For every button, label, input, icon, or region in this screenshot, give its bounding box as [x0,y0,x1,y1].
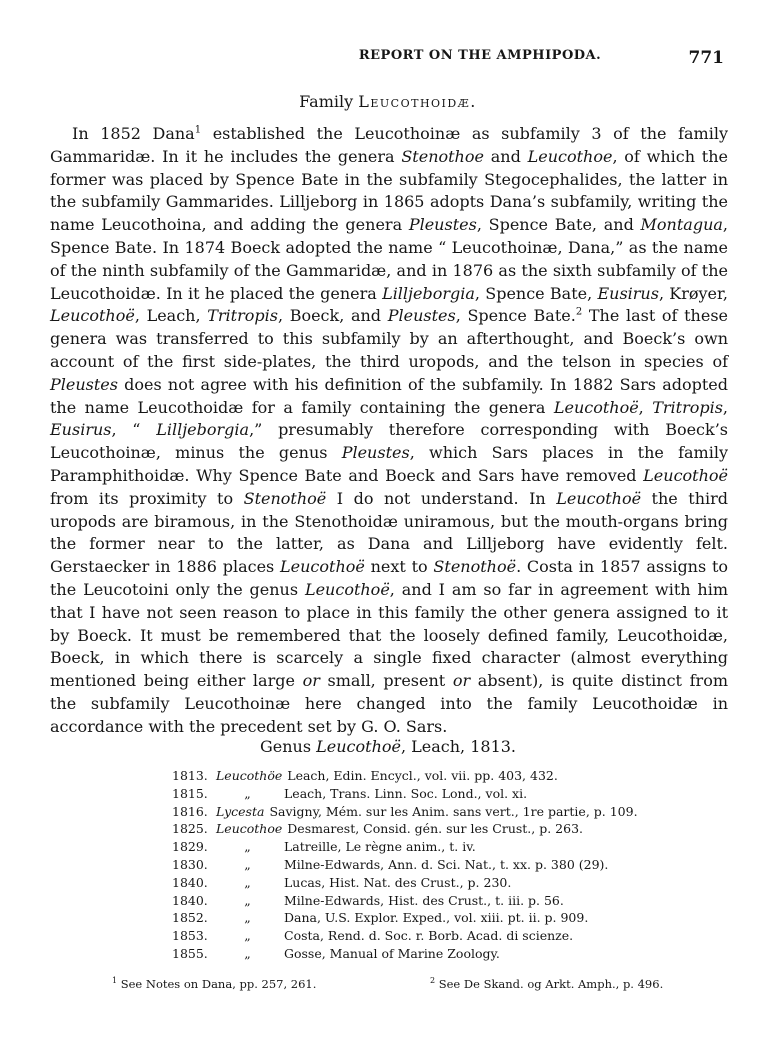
page-number: 771 [688,48,724,68]
footnote-marker: 2 [575,307,583,319]
synonymy-row [172,804,692,822]
genus-name: Leucothoë [643,465,728,485]
synonymy-genus: Leucothoe [216,821,283,837]
ditto-mark: „ [244,785,251,801]
synonymy-reference: Costa, Rend. d. Soc. r. Borb. Acad. di scienze. [284,928,574,944]
footnote-1 [112,976,316,991]
synonymy-genus: Leucothöe [216,768,283,783]
body-text-run: , Boeck, and [277,306,388,326]
ditto-mark: „ [244,945,251,961]
body-text-run: , “ [111,420,157,440]
body-text-run: , Spence Bate, [474,283,598,303]
synonymy-row [172,786,692,804]
synonymy-year: 1813. [172,768,208,783]
synonymy-reference: Dana, U.S. Explor. Exped., vol. xiii. pt. ii. p. 909. [284,910,589,926]
ditto-mark: „ [244,856,251,872]
body-text-run: , Spence Bate. [455,306,576,326]
genus-heading-suffix: , Leach, 1813. [400,737,517,756]
synonymy-year: 1853. [172,928,208,944]
body-text-run: absent), is quite distinct from the subfamily Leucothoinæ here changed into the family Leucothoidæ in accordance with the precedent set by G. O. Sars. [50,671,729,736]
body-text-run: , [722,397,729,417]
body-text-run: does not agree with his definition of the subfamily. In 1882 Sars adopted the name Leucothoidæ for a family containing the genera [50,374,728,417]
synonymy-reference: Milne-Edwards, Hist. des Crust., t. iii. p. 56. [284,892,564,908]
synonymy-year: 1815. [172,785,208,801]
genus-name: Leucothoë [553,397,639,417]
genus-name: Pleustes [408,215,477,235]
synonymy-row [172,839,692,857]
body-text-run: The last of these genera was transferred to this subfamily by an afterthought, and Boeck’s own account of the first side-plates, the third uropods, and the telson in species of [50,306,729,371]
genus-name: Lilljeborgia [382,283,475,303]
synonymy-reference: Lucas, Hist. Nat. des Crust., p. 230. [284,874,512,890]
body-text-run: and [483,146,528,166]
genus-heading-name: Leucothoë [316,737,401,756]
synonymy-reference: Leach, Trans. Linn. Soc. Lond., vol. xi. [284,785,528,801]
genus-name: Leucothoë [304,579,390,599]
body-text-run: the third uropods are biramous, in the Stenothoidæ uniramous, but the mouth-organs bring the former near to the latter, as Dana and Lilljeborg have evidently felt. Gerstaecker in 1886 places [50,488,729,577]
synonymy-genus: Lycesta [216,803,265,819]
synonymy-list [172,768,692,964]
genus-name: Leucothoë [50,306,135,326]
footnote-marker: 1 [194,124,202,136]
synonymy-year: 1825. [172,821,208,837]
body-text-run: established the Leucothoinæ as subfamily 3 of the family Gammaridæ. In it he includes the genera [50,124,729,166]
genus-name: Stenothoë [433,557,517,577]
synonymy-row [172,893,692,911]
synonymy-year: 1855. [172,945,208,961]
genus-heading-prefix: Genus [259,737,317,756]
genus-name: Montagua [640,215,723,235]
synonymy-year: 1829. [172,839,208,855]
ditto-mark: „ [244,892,251,908]
body-text-run: , of which the former was placed by Spence Bate in the subfamily Stegocephalides, the latter in the subfamily Gammarides. Lilljeborg in 1865 adopts Dana’s subfamily, writing the name Leucothoina, and adding the genera [50,146,728,235]
emphasis: or [302,671,320,691]
synonymy-reference: Gosse, Manual of Marine Zoology. [284,945,500,961]
synonymy-reference: Savigny, Mém. sur les Anim. sans vert., 1re partie, p. 109. [269,803,638,819]
genus-name: Tritropis [207,306,278,326]
synonymy-year: 1852. [172,910,208,926]
body-text-run: , and I am so far in agreement with him that I have not seen reason to place in this family the other genera assigned to it by Boeck. It must be remembered that the loosely defined family, Leucothoidæ, Boeck, in which there is scarcely a single fixed character (almost everything mentioned being either large [50,579,729,691]
body-text-run: , Leach, [134,306,208,326]
synonymy-year: 1840. [172,874,208,890]
running-head: REPORT ON THE AMPHIPODA. [358,48,602,63]
body-text-run: small, present [319,671,453,691]
genus-name: Pleustes [50,374,118,394]
genus-name: Pleustes [387,306,456,326]
synonymy-row [172,821,692,839]
body-text-run: , Spence Bate, and [476,215,641,235]
synonymy-reference: Desmarest, Consid. gén. sur les Crust., p. 263. [287,821,584,837]
genus-name: Pleustes [341,443,410,463]
body-text-run: , Spence Bate. In 1874 Boeck adopted the name “ Leucothoinæ, Dana,” as the name of the ninth subfamily of the Gammaridæ, and in 1876 as the sixth subfamily of the Leucothoidæ. In it he placed the genera [50,215,728,303]
body-text-run: I do not understand. In [326,488,557,508]
genus-name: Stenothoe [401,146,484,166]
body-text-run: , which Sars places in the family Paramphithoidæ. Why Spence Bate and Boeck and Sars have removed [50,443,729,485]
family-heading [0,92,776,111]
body-paragraph [50,123,728,739]
genus-name: Leucothoe [527,146,613,166]
synonymy-reference: Leach, Edin. Encycl., vol. vii. pp. 403, 432. [287,768,558,783]
footnote-marker: 1 [112,976,118,985]
family-heading-prefix: Family [299,92,354,111]
ditto-mark: „ [244,874,251,890]
synonymy-year: 1830. [172,856,208,872]
synonymy-row [172,875,692,893]
genus-name: Leucothoë [280,557,365,577]
ditto-mark: „ [244,910,251,926]
body-text-run: , [638,397,653,417]
synonymy-reference: Latreille, Le règne anim., t. iv. [284,839,476,855]
emphasis: or [452,671,471,691]
synonymy-year: 1816. [172,803,208,819]
genus-name: Stenothoë [243,488,327,508]
ditto-mark: „ [244,928,251,944]
genus-name: Leucothoë [556,488,642,508]
genus-name: Lilljeborgia [156,420,250,440]
genus-name: Tritropis [652,397,723,417]
body-text-run: In 1852 Dana [72,124,195,143]
synonymy-row [172,910,692,928]
body-text-run: next to [364,557,434,577]
body-text-run: ,” presumably therefore corresponding with Boeck’s Leucothoinæ, minus the genus [50,420,729,463]
family-heading-name: Leucothoidæ. [358,92,477,111]
synonymy-row [172,857,692,875]
genus-heading [0,737,776,756]
genus-name: Eusirus [597,283,659,303]
footnote-2 [430,976,663,991]
footnote-text: See De Skand. og Arkt. Amph., p. 496. [435,976,664,991]
synonymy-row [172,928,692,946]
body-text-run: from its proximity to [50,488,244,508]
footnote-marker: 2 [430,976,436,985]
body-text-run: . Costa in 1857 assigns to the Leucotoini only the genus [50,557,729,599]
footnote-text: See Notes on Dana, pp. 257, 261. [117,976,317,991]
synonymy-year: 1840. [172,892,208,908]
synonymy-row [172,946,692,964]
body-text-run: , Krøyer, [658,283,729,303]
synonymy-row [172,768,692,786]
synonymy-reference: Milne-Edwards, Ann. d. Sci. Nat., t. xx. p. 380 (29). [284,856,609,872]
genus-name: Eusirus [50,420,112,440]
ditto-mark: „ [244,839,251,855]
